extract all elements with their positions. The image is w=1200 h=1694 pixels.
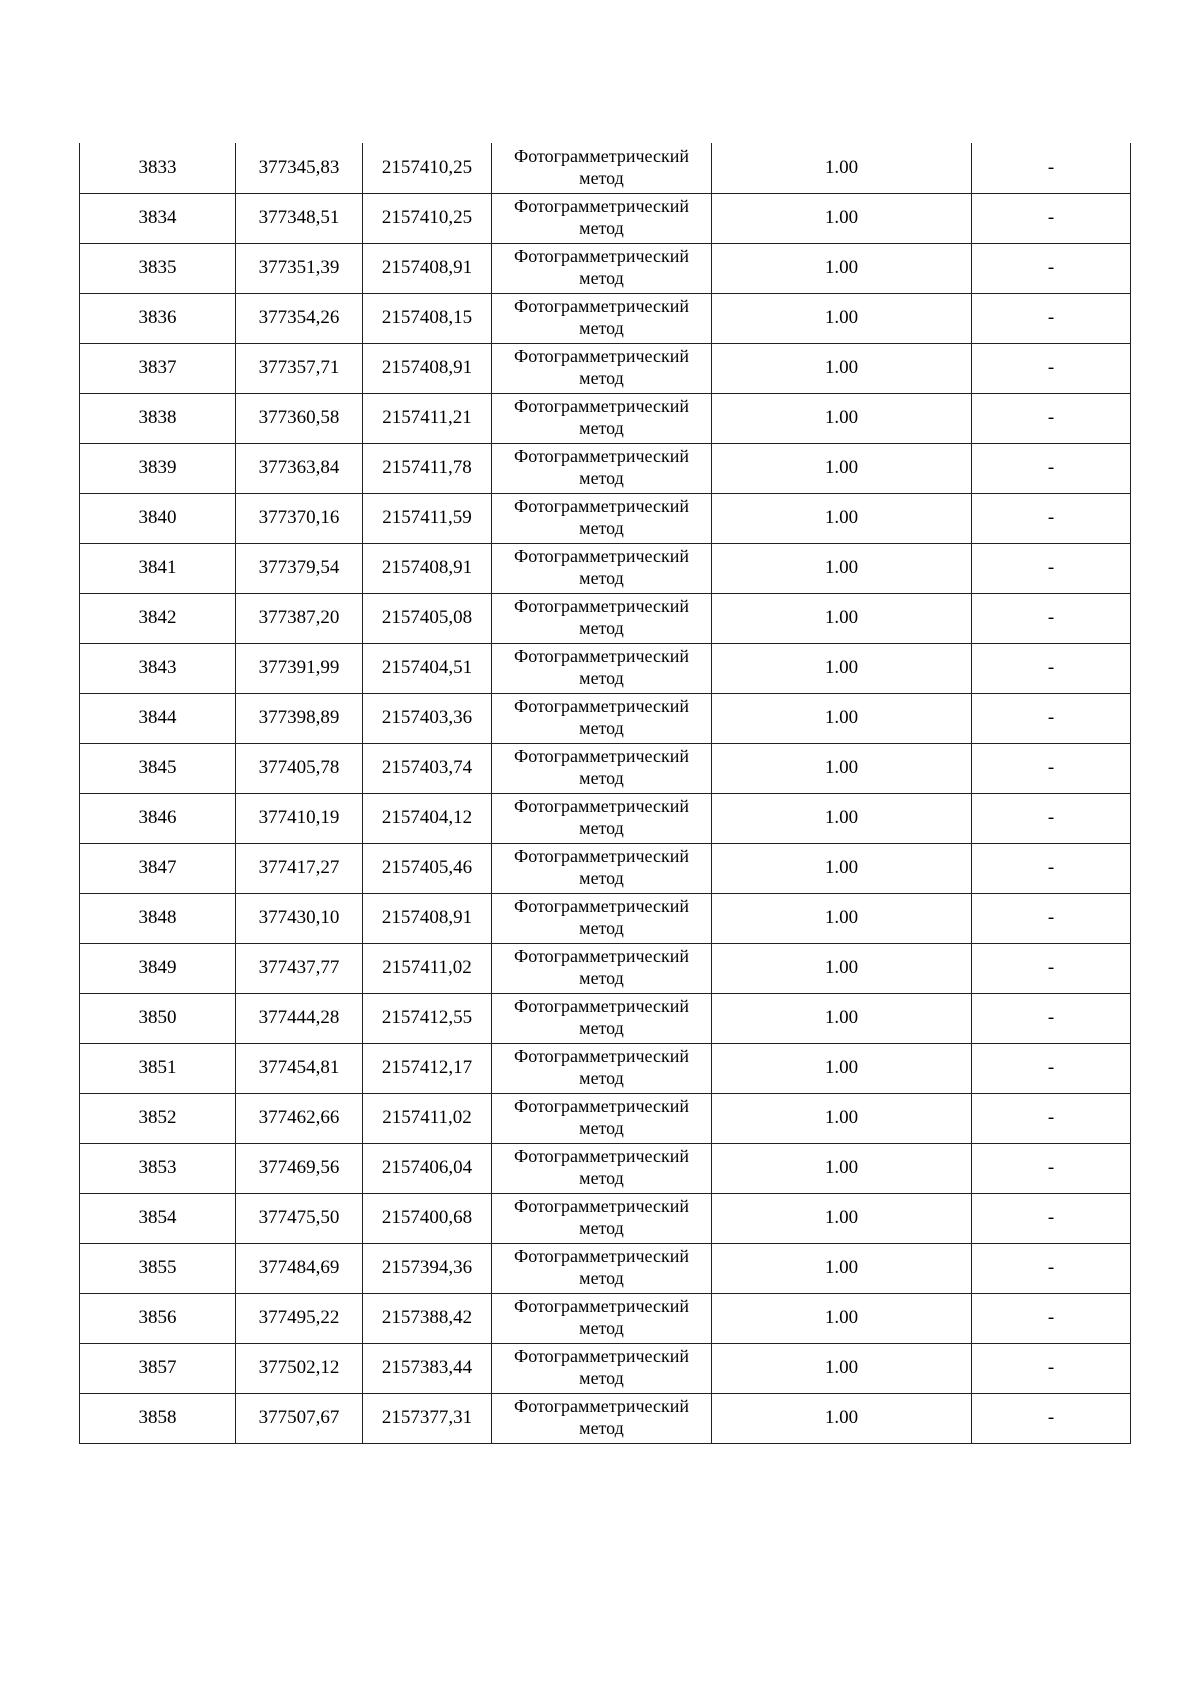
accuracy-cell: 1.00: [712, 1093, 972, 1143]
method-cell: [492, 643, 712, 693]
y-coordinate-cell: 2157406,04: [363, 1143, 492, 1193]
table-row: [80, 493, 1131, 543]
point-number-cell: 3833: [80, 143, 236, 193]
accuracy-cell: 1.00: [712, 1243, 972, 1293]
method-line-1: Фотограмметрический: [514, 546, 689, 566]
y-coordinate-cell: 2157408,91: [363, 893, 492, 943]
table-row: [80, 293, 1131, 343]
method-line-2: метод: [579, 918, 624, 938]
method-line-1: Фотограмметрический: [514, 196, 689, 216]
method-line-2: метод: [579, 618, 624, 638]
method-line-2: метод: [579, 568, 624, 588]
method-cell: [492, 1293, 712, 1343]
table-row: [80, 1093, 1131, 1143]
point-number-cell: 3855: [80, 1243, 236, 1293]
method-cell: [492, 1343, 712, 1393]
note-cell: -: [972, 443, 1131, 493]
table-row: [80, 193, 1131, 243]
x-coordinate-cell: 377398,89: [236, 693, 363, 743]
method-line-2: метод: [579, 1118, 624, 1138]
y-coordinate-cell: 2157377,31: [363, 1393, 492, 1443]
method-line-1: Фотограмметрический: [514, 396, 689, 416]
table-row: [80, 1143, 1131, 1193]
x-coordinate-cell: 377345,83: [236, 143, 363, 193]
x-coordinate-cell: 377454,81: [236, 1043, 363, 1093]
note-cell: -: [972, 1143, 1131, 1193]
note-cell: -: [972, 593, 1131, 643]
method-line-2: метод: [579, 1068, 624, 1088]
method-line-2: метод: [579, 1168, 624, 1188]
note-cell: -: [972, 493, 1131, 543]
x-coordinate-cell: 377379,54: [236, 543, 363, 593]
point-number-cell: 3850: [80, 993, 236, 1043]
table-row: [80, 243, 1131, 293]
accuracy-cell: 1.00: [712, 793, 972, 843]
accuracy-cell: 1.00: [712, 293, 972, 343]
y-coordinate-cell: 2157411,02: [363, 943, 492, 993]
x-coordinate-cell: 377484,69: [236, 1243, 363, 1293]
note-cell: -: [972, 743, 1131, 793]
note-cell: -: [972, 243, 1131, 293]
accuracy-cell: 1.00: [712, 993, 972, 1043]
method-line-2: метод: [579, 1418, 624, 1438]
method-line-1: Фотограмметрический: [514, 246, 689, 266]
method-line-1: Фотограмметрический: [514, 145, 689, 166]
x-coordinate-cell: 377391,99: [236, 643, 363, 693]
method-line-2: метод: [579, 1218, 624, 1238]
method-cell: [492, 543, 712, 593]
x-coordinate-cell: 377354,26: [236, 293, 363, 343]
point-number-cell: 3836: [80, 293, 236, 343]
point-number-cell: 3837: [80, 343, 236, 393]
method-line-1: Фотограмметрический: [514, 1096, 689, 1116]
note-cell: -: [972, 543, 1131, 593]
x-coordinate-cell: 377475,50: [236, 1193, 363, 1243]
method-cell: [492, 793, 712, 843]
method-line-2: метод: [579, 268, 624, 288]
method-cell: [492, 1243, 712, 1293]
table-row: [80, 1393, 1131, 1443]
table-row: [80, 843, 1131, 893]
table-row: [80, 793, 1131, 843]
point-number-cell: 3841: [80, 543, 236, 593]
y-coordinate-cell: 2157408,15: [363, 293, 492, 343]
y-coordinate-cell: 2157410,25: [363, 193, 492, 243]
method-line-1: Фотограмметрический: [514, 646, 689, 666]
method-line-2: метод: [579, 468, 624, 488]
y-coordinate-cell: 2157404,12: [363, 793, 492, 843]
accuracy-cell: 1.00: [712, 1343, 972, 1393]
accuracy-cell: 1.00: [712, 493, 972, 543]
method-cell: [492, 293, 712, 343]
method-line-1: Фотограмметрический: [514, 796, 689, 816]
y-coordinate-cell: 2157408,91: [363, 243, 492, 293]
x-coordinate-cell: 377417,27: [236, 843, 363, 893]
note-cell: -: [972, 1293, 1131, 1343]
note-cell: -: [972, 393, 1131, 443]
note-cell: -: [972, 1343, 1131, 1393]
method-line-2: метод: [579, 1268, 624, 1288]
method-cell: [492, 843, 712, 893]
method-cell: [492, 193, 712, 243]
x-coordinate-cell: 377462,66: [236, 1093, 363, 1143]
accuracy-cell: 1.00: [712, 943, 972, 993]
accuracy-cell: 1.00: [712, 1293, 972, 1343]
method-line-2: метод: [579, 318, 624, 338]
method-line-1: Фотограмметрический: [514, 1246, 689, 1266]
point-number-cell: 3843: [80, 643, 236, 693]
note-cell: -: [972, 343, 1131, 393]
table-row: [80, 593, 1131, 643]
y-coordinate-cell: 2157404,51: [363, 643, 492, 693]
table-row: [80, 643, 1131, 693]
x-coordinate-cell: 377507,67: [236, 1393, 363, 1443]
accuracy-cell: 1.00: [712, 343, 972, 393]
note-cell: -: [972, 1393, 1131, 1443]
method-line-1: Фотограмметрический: [514, 1346, 689, 1366]
x-coordinate-cell: 377405,78: [236, 743, 363, 793]
accuracy-cell: 1.00: [712, 593, 972, 643]
note-cell: -: [972, 1043, 1131, 1093]
accuracy-cell: 1.00: [712, 893, 972, 943]
method-cell: [492, 1193, 712, 1243]
accuracy-cell: 1.00: [712, 443, 972, 493]
x-coordinate-cell: 377502,12: [236, 1343, 363, 1393]
method-line-2: метод: [579, 818, 624, 838]
method-cell: [492, 743, 712, 793]
accuracy-cell: 1.00: [712, 843, 972, 893]
method-cell: [492, 593, 712, 643]
point-number-cell: 3857: [80, 1343, 236, 1393]
table-row: [80, 893, 1131, 943]
x-coordinate-cell: 377357,71: [236, 343, 363, 393]
method-line-2: метод: [579, 768, 624, 788]
table-row: [80, 993, 1131, 1043]
point-number-cell: 3852: [80, 1093, 236, 1143]
x-coordinate-cell: 377437,77: [236, 943, 363, 993]
note-cell: -: [972, 793, 1131, 843]
table-row: [80, 343, 1131, 393]
point-number-cell: 3856: [80, 1293, 236, 1343]
method-line-1: Фотограмметрический: [514, 846, 689, 866]
method-cell: [492, 943, 712, 993]
y-coordinate-cell: 2157411,21: [363, 393, 492, 443]
point-number-cell: 3840: [80, 493, 236, 543]
method-line-1: Фотограмметрический: [514, 296, 689, 316]
point-number-cell: 3853: [80, 1143, 236, 1193]
note-cell: -: [972, 693, 1131, 743]
method-line-2: метод: [579, 1018, 624, 1038]
accuracy-cell: 1.00: [712, 1393, 972, 1443]
method-cell: [492, 243, 712, 293]
method-cell: [492, 893, 712, 943]
accuracy-cell: 1.00: [712, 1143, 972, 1193]
note-cell: -: [972, 1093, 1131, 1143]
method-line-2: метод: [579, 368, 624, 388]
note-cell: -: [972, 143, 1131, 193]
y-coordinate-cell: 2157400,68: [363, 1193, 492, 1243]
method-line-1: Фотограмметрический: [514, 1396, 689, 1416]
point-number-cell: 3849: [80, 943, 236, 993]
table-row: [80, 143, 1131, 193]
table-row: [80, 1243, 1131, 1293]
table-row: [80, 943, 1131, 993]
x-coordinate-cell: 377495,22: [236, 1293, 363, 1343]
method-line-1: Фотограмметрический: [514, 1196, 689, 1216]
point-number-cell: 3858: [80, 1393, 236, 1443]
note-cell: -: [972, 1243, 1131, 1293]
table-body: [80, 143, 1131, 1443]
method-line-2: метод: [579, 968, 624, 988]
table-row: [80, 693, 1131, 743]
point-number-cell: 3845: [80, 743, 236, 793]
y-coordinate-cell: 2157408,91: [363, 343, 492, 393]
y-coordinate-cell: 2157411,59: [363, 493, 492, 543]
accuracy-cell: 1.00: [712, 393, 972, 443]
method-line-1: Фотограмметрический: [514, 696, 689, 716]
note-cell: -: [972, 1193, 1131, 1243]
point-number-cell: 3847: [80, 843, 236, 893]
accuracy-cell: 1.00: [712, 543, 972, 593]
method-line-1: Фотограмметрический: [514, 446, 689, 466]
y-coordinate-cell: 2157412,17: [363, 1043, 492, 1093]
y-coordinate-cell: 2157403,74: [363, 743, 492, 793]
y-coordinate-cell: 2157411,78: [363, 443, 492, 493]
table-row: [80, 1343, 1131, 1393]
method-cell: [492, 1143, 712, 1193]
point-number-cell: 3835: [80, 243, 236, 293]
method-line-1: Фотограмметрический: [514, 496, 689, 516]
x-coordinate-cell: 377370,16: [236, 493, 363, 543]
accuracy-cell: 1.00: [712, 243, 972, 293]
y-coordinate-cell: 2157412,55: [363, 993, 492, 1043]
point-number-cell: 3848: [80, 893, 236, 943]
point-number-cell: 3844: [80, 693, 236, 743]
y-coordinate-cell: 2157403,36: [363, 693, 492, 743]
method-line-1: Фотограмметрический: [514, 996, 689, 1016]
note-cell: -: [972, 193, 1131, 243]
accuracy-cell: 1.00: [712, 693, 972, 743]
method-line-2: метод: [579, 167, 624, 188]
table-row: [80, 443, 1131, 493]
y-coordinate-cell: 2157405,08: [363, 593, 492, 643]
method-cell: [492, 443, 712, 493]
method-line-2: метод: [579, 868, 624, 888]
method-line-2: метод: [579, 518, 624, 538]
coordinates-table: [79, 143, 1131, 1444]
y-coordinate-cell: 2157394,36: [363, 1243, 492, 1293]
note-cell: -: [972, 943, 1131, 993]
table-row: [80, 1193, 1131, 1243]
point-number-cell: 3839: [80, 443, 236, 493]
method-line-1: Фотограмметрический: [514, 346, 689, 366]
table-row: [80, 743, 1131, 793]
accuracy-cell: 1.00: [712, 143, 972, 193]
table-row: [80, 393, 1131, 443]
method-line-1: Фотограмметрический: [514, 1146, 689, 1166]
table-row: [80, 1293, 1131, 1343]
note-cell: -: [972, 643, 1131, 693]
table-row: [80, 1043, 1131, 1093]
method-cell: [492, 1043, 712, 1093]
method-line-2: метод: [579, 218, 624, 238]
point-number-cell: 3846: [80, 793, 236, 843]
note-cell: -: [972, 843, 1131, 893]
x-coordinate-cell: 377360,58: [236, 393, 363, 443]
accuracy-cell: 1.00: [712, 743, 972, 793]
y-coordinate-cell: 2157383,44: [363, 1343, 492, 1393]
method-cell: [492, 393, 712, 443]
method-cell: [492, 143, 712, 193]
method-line-1: Фотограмметрический: [514, 1296, 689, 1316]
method-cell: [492, 1393, 712, 1443]
method-cell: [492, 343, 712, 393]
method-line-2: метод: [579, 1318, 624, 1338]
method-line-1: Фотограмметрический: [514, 946, 689, 966]
note-cell: -: [972, 893, 1131, 943]
point-number-cell: 3854: [80, 1193, 236, 1243]
method-cell: [492, 693, 712, 743]
x-coordinate-cell: 377363,84: [236, 443, 363, 493]
y-coordinate-cell: 2157408,91: [363, 543, 492, 593]
accuracy-cell: 1.00: [712, 193, 972, 243]
x-coordinate-cell: 377469,56: [236, 1143, 363, 1193]
table-row: [80, 543, 1131, 593]
method-cell: [492, 993, 712, 1043]
point-number-cell: 3851: [80, 1043, 236, 1093]
x-coordinate-cell: 377387,20: [236, 593, 363, 643]
method-line-1: Фотограмметрический: [514, 596, 689, 616]
method-line-1: Фотограмметрический: [514, 896, 689, 916]
x-coordinate-cell: 377351,39: [236, 243, 363, 293]
method-cell: [492, 1093, 712, 1143]
method-line-1: Фотограмметрический: [514, 746, 689, 766]
method-cell: [492, 493, 712, 543]
point-number-cell: 3838: [80, 393, 236, 443]
accuracy-cell: 1.00: [712, 643, 972, 693]
accuracy-cell: 1.00: [712, 1193, 972, 1243]
x-coordinate-cell: 377444,28: [236, 993, 363, 1043]
accuracy-cell: 1.00: [712, 1043, 972, 1093]
x-coordinate-cell: 377348,51: [236, 193, 363, 243]
method-line-1: Фотограмметрический: [514, 1046, 689, 1066]
method-line-2: метод: [579, 1368, 624, 1388]
x-coordinate-cell: 377430,10: [236, 893, 363, 943]
note-cell: -: [972, 993, 1131, 1043]
method-line-2: метод: [579, 418, 624, 438]
method-line-2: метод: [579, 668, 624, 688]
y-coordinate-cell: 2157388,42: [363, 1293, 492, 1343]
point-number-cell: 3834: [80, 193, 236, 243]
y-coordinate-cell: 2157405,46: [363, 843, 492, 893]
x-coordinate-cell: 377410,19: [236, 793, 363, 843]
note-cell: -: [972, 293, 1131, 343]
point-number-cell: 3842: [80, 593, 236, 643]
method-line-2: метод: [579, 718, 624, 738]
y-coordinate-cell: 2157410,25: [363, 143, 492, 193]
y-coordinate-cell: 2157411,02: [363, 1093, 492, 1143]
